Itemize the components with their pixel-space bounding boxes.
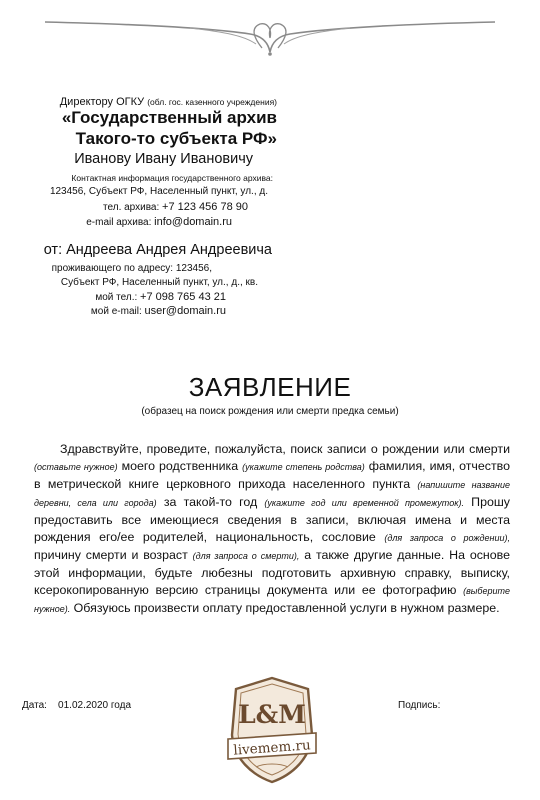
sender-email bbox=[91, 305, 226, 317]
sender-address-line1: проживающего по адресу: 123456, bbox=[51, 263, 212, 274]
archive-email-value: info@domain.ru bbox=[154, 216, 232, 228]
contact-label: Контактная информация государственного архива: bbox=[71, 173, 273, 183]
livemem-logo bbox=[226, 675, 318, 785]
date-label: Дата: bbox=[22, 700, 47, 711]
body-text: за такой-то год bbox=[163, 495, 258, 509]
body-text: а также другие данные. На основе этой информации, будьте любезны подготовить архивную справку, выписку, ксерокопированную версию страницы документа или ее фотографию bbox=[34, 548, 510, 597]
body-text: Обязуюсь произвести оплату предоставленной услуги в нужном размере. bbox=[73, 601, 500, 615]
date-value: 01.02.2020 года bbox=[58, 700, 132, 711]
archive-address: 123456, Субъект РФ, Населенный пункт, ул., д. bbox=[49, 186, 268, 197]
archive-name-line2: Такого-то субъекта РФ» bbox=[75, 129, 277, 148]
body-note: (для запроса о смерти), bbox=[192, 551, 300, 561]
date-field bbox=[22, 700, 131, 711]
addressee-line bbox=[60, 96, 277, 108]
addressee-title: Директору ОГКУ bbox=[59, 96, 145, 108]
body-text: моего родственника bbox=[121, 459, 239, 473]
document-subtitle: (образец на поиск рождения или смерти предка семьи) bbox=[141, 406, 399, 417]
svg-text:livemem.ru: livemem.ru bbox=[232, 737, 312, 759]
body-note: (оставьте нужное) bbox=[34, 462, 118, 472]
sender-phone-label: мой тел.: bbox=[95, 292, 138, 303]
addressee-note: (обл. гос. казенного учреждения) bbox=[147, 97, 277, 107]
sender-address-line2: Субъект РФ, Населенный пункт, ул., д., кв. bbox=[60, 277, 258, 288]
archive-phone bbox=[103, 201, 248, 213]
sender-email-label: мой e-mail: bbox=[90, 306, 142, 317]
archive-email-label: e-mail архива: bbox=[86, 217, 152, 228]
body-text: фамилия, имя, отчество в метрической книге церковного прихода населенного пункта bbox=[34, 459, 510, 491]
body-note: (для запроса о рождении), bbox=[384, 533, 510, 543]
archive-phone-label: тел. архива: bbox=[103, 202, 160, 213]
document-body bbox=[34, 441, 510, 618]
body-note: (выберите нужное). bbox=[34, 586, 510, 614]
sender-name: от: Андреева Андрея Андреевича bbox=[43, 242, 272, 258]
body-text: причину смерти и возраст bbox=[34, 548, 188, 562]
archive-phone-value: +7 123 456 78 90 bbox=[162, 201, 248, 213]
signature-label: Подпись: bbox=[398, 700, 441, 711]
archive-name-line1: «Государственный архив bbox=[61, 108, 277, 127]
body-note: (укажите степень родства) bbox=[242, 462, 365, 472]
body-note: (укажите год или временной промежуток). bbox=[264, 498, 464, 508]
body-text: Прошу предоставить все имеющиеся сведения в записи, включая имена и места рождения его/ее родителей, национальность, сословие bbox=[34, 495, 510, 544]
decorative-ornament bbox=[40, 14, 500, 58]
archive-email bbox=[86, 216, 232, 228]
sender-phone bbox=[95, 291, 226, 303]
sender-phone-value: +7 098 765 43 21 bbox=[140, 291, 226, 303]
signature-field bbox=[398, 700, 440, 711]
director-name: Иванову Ивану Ивановичу bbox=[74, 151, 253, 167]
body-text: Здравствуйте, проведите, пожалуйста, поиск записи о рождении или смерти bbox=[60, 442, 510, 456]
svg-text:L&M: L&M bbox=[238, 700, 306, 729]
document-title: ЗАЯВЛЕНИЕ bbox=[188, 372, 352, 402]
sender-email-value: user@domain.ru bbox=[144, 305, 226, 317]
body-note: (напишите название деревни, села или города) bbox=[34, 480, 510, 508]
